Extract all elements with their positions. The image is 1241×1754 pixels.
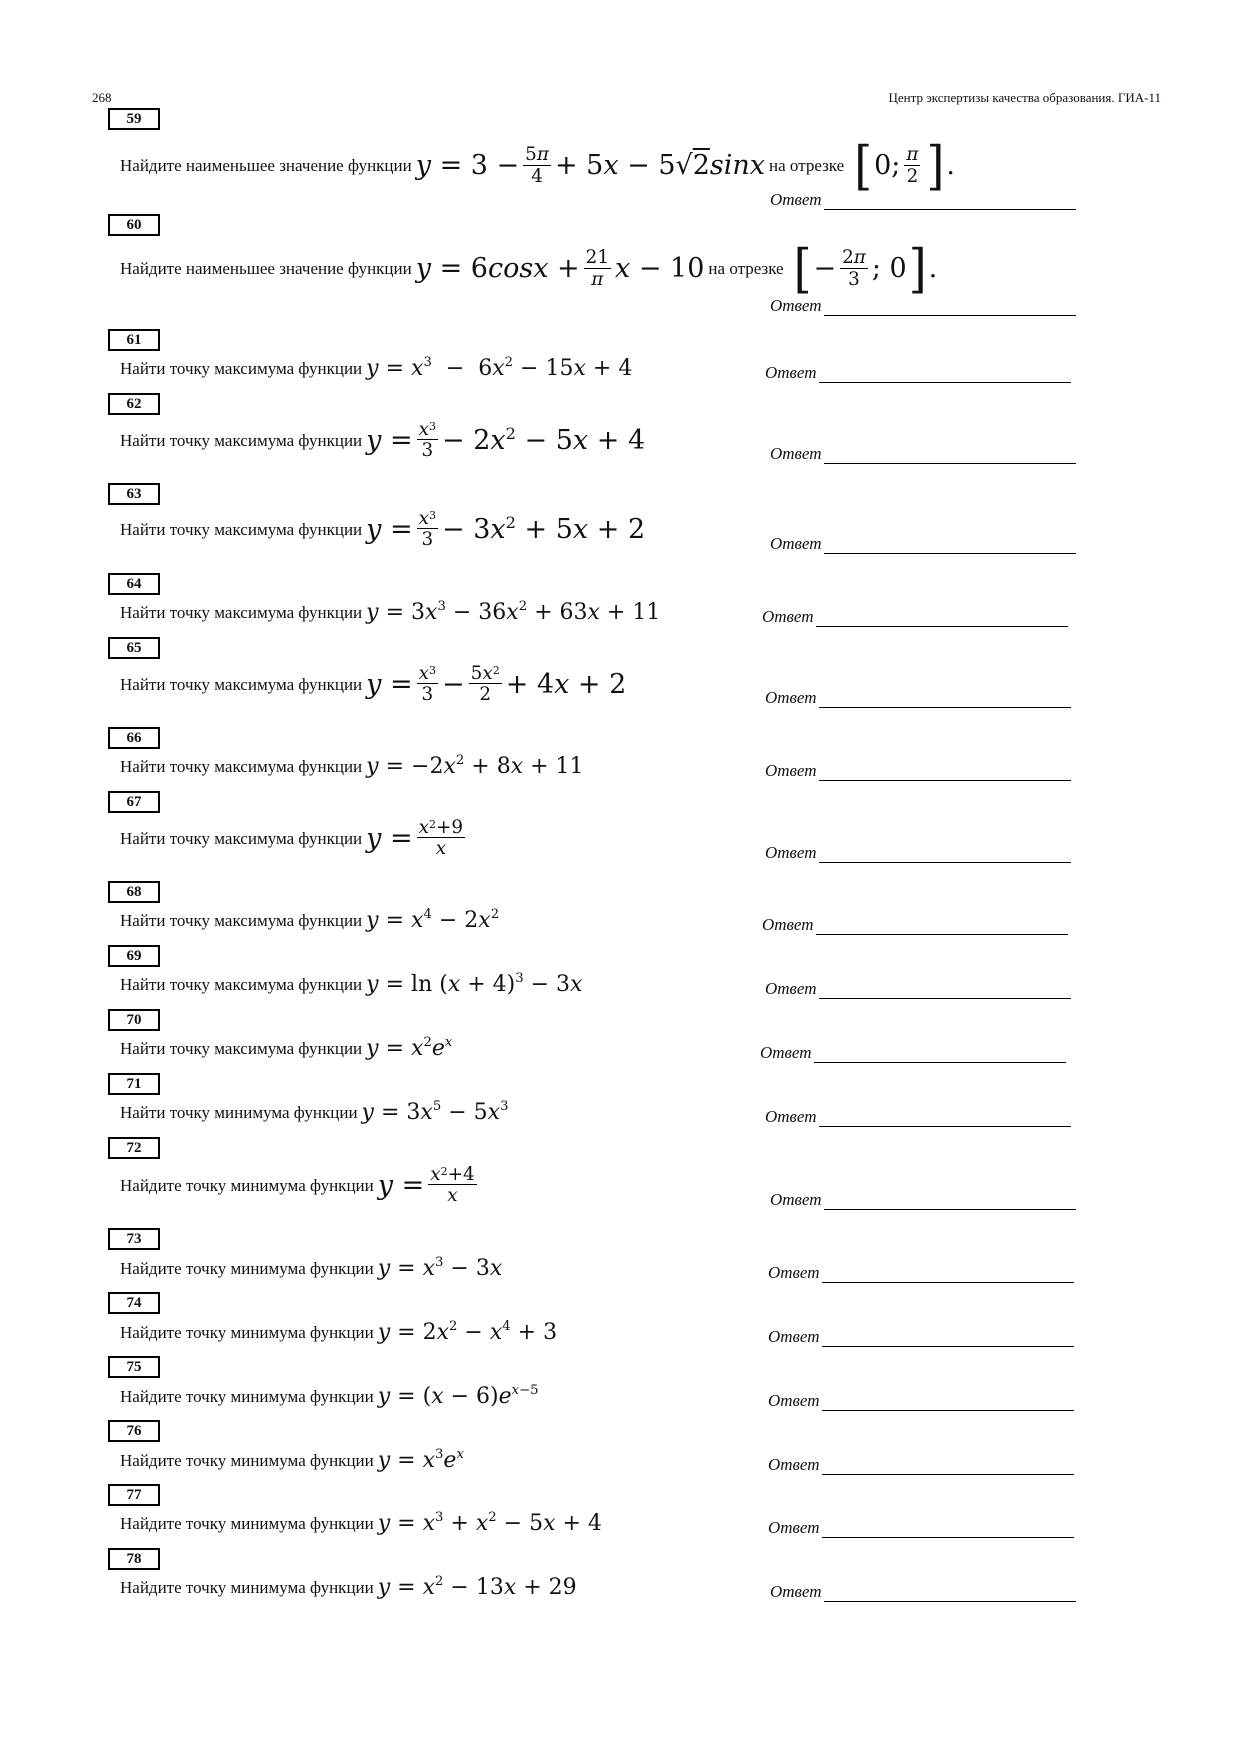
answer-label: Ответ bbox=[768, 1518, 820, 1537]
interval-text: на отрезке bbox=[708, 258, 784, 278]
task-number: 69 bbox=[108, 945, 160, 967]
task-prompt-text: Найдите точку минимума функции bbox=[120, 1577, 374, 1597]
task-prompt bbox=[120, 600, 660, 625]
task-prompt-text: Найти точку минимума функции bbox=[120, 1102, 358, 1122]
formula: y = x $^2$ e $^x$ bbox=[366, 1035, 453, 1061]
task-number: 77 bbox=[108, 1484, 160, 1506]
formula: y = $\frac{x^2+4}{x}$ bbox=[377, 1164, 475, 1207]
task-prompt bbox=[120, 1320, 557, 1345]
answer-label: Ответ bbox=[770, 534, 822, 553]
answer-field[interactable] bbox=[768, 1455, 1074, 1475]
task-prompt bbox=[120, 133, 955, 196]
task-number: 63 bbox=[108, 483, 160, 505]
answer-label: Ответ bbox=[770, 190, 822, 209]
task-number: 65 bbox=[108, 637, 160, 659]
task-prompt bbox=[120, 1256, 502, 1281]
task-number: 64 bbox=[108, 573, 160, 595]
formula: y = x $^3$ + x $^2$ − 5 x + 4 bbox=[377, 1510, 602, 1536]
answer-label: Ответ bbox=[770, 296, 822, 315]
formula: y = x $^3$ − 3 x bbox=[377, 1255, 503, 1281]
task-prompt-text: Найдите точку минимума функции bbox=[120, 1258, 374, 1278]
task-prompt-text: Найти точку максимума функции bbox=[120, 974, 363, 994]
formula: y = −2 x $^2$ + 8 x + 11 bbox=[366, 753, 584, 779]
formula: y = 3 − $\frac{5\pi}{4}$ + 5 x − 5√ 2 sinx bbox=[415, 144, 766, 187]
formula: y = x $^3$ − 6 x $^2$ − 15 x + 4 bbox=[366, 355, 633, 381]
task-number: 78 bbox=[108, 1548, 160, 1570]
answer-field[interactable] bbox=[762, 915, 1068, 935]
formula: y = 2 x $^2$ − x $^4$ + 3 bbox=[377, 1319, 558, 1345]
answer-field[interactable] bbox=[770, 1190, 1076, 1210]
answer-field[interactable] bbox=[768, 1391, 1074, 1411]
answer-label: Ответ bbox=[765, 843, 817, 862]
task-number: 67 bbox=[108, 791, 160, 813]
task-prompt bbox=[120, 1384, 539, 1409]
task-prompt bbox=[120, 1575, 577, 1600]
answer-label: Ответ bbox=[762, 607, 814, 626]
task-prompt bbox=[120, 1448, 464, 1473]
task-number: 59 bbox=[108, 108, 160, 130]
task-prompt bbox=[120, 420, 645, 461]
task-number: 72 bbox=[108, 1137, 160, 1159]
task-prompt bbox=[120, 908, 499, 933]
answer-field[interactable] bbox=[765, 363, 1071, 383]
answer-label: Ответ bbox=[768, 1455, 820, 1474]
interval-text: на отрезке bbox=[769, 155, 845, 175]
answer-field[interactable] bbox=[765, 843, 1071, 863]
task-number: 76 bbox=[108, 1420, 160, 1442]
answer-label: Ответ bbox=[765, 688, 817, 707]
formula: y = 3 x $^3$ − 36 x $^2$ + 63 x + 11 bbox=[366, 599, 661, 625]
answer-field[interactable] bbox=[765, 979, 1071, 999]
answer-field[interactable] bbox=[770, 190, 1076, 210]
interval: [ − $\frac{2\pi}{3}$ ; 0 ] . bbox=[793, 236, 938, 299]
answer-field[interactable] bbox=[768, 1263, 1074, 1283]
formula: y = $\frac{x^2+9}{x}$ bbox=[366, 817, 464, 860]
formula: y = x $^3$ e $^x$ bbox=[377, 1447, 464, 1473]
formula: y = $\frac{x^3}{3}$ − 2 x $^2$ − 5 x + 4 bbox=[366, 419, 646, 462]
task-prompt-text: Найдите точку минимума функции bbox=[120, 1175, 374, 1195]
task-prompt bbox=[120, 1036, 452, 1061]
task-prompt-text: Найти точку максимума функции bbox=[120, 602, 363, 622]
formula: y = x $^4$ − 2 x $^2$ bbox=[366, 907, 500, 933]
answer-label: Ответ bbox=[760, 1043, 812, 1062]
task-prompt bbox=[120, 1100, 508, 1125]
task-prompt bbox=[120, 236, 938, 299]
task-prompt bbox=[120, 1511, 602, 1536]
task-prompt-text: Найдите точку минимума функции bbox=[120, 1386, 374, 1406]
answer-field[interactable] bbox=[765, 688, 1071, 708]
answer-label: Ответ bbox=[768, 1263, 820, 1282]
answer-label: Ответ bbox=[770, 1582, 822, 1601]
answer-field[interactable] bbox=[765, 1107, 1071, 1127]
task-prompt bbox=[120, 356, 632, 381]
task-number: 71 bbox=[108, 1073, 160, 1095]
interval: [ 0; $\frac{\pi}{2}$ ] . bbox=[854, 133, 955, 196]
answer-field[interactable] bbox=[760, 1043, 1066, 1063]
task-number: 61 bbox=[108, 329, 160, 351]
answer-field[interactable] bbox=[768, 1327, 1074, 1347]
task-prompt-text: Найдите точку минимума функции bbox=[120, 1322, 374, 1342]
task-number: 68 bbox=[108, 881, 160, 903]
task-prompt bbox=[120, 754, 584, 779]
answer-label: Ответ bbox=[765, 363, 817, 382]
answer-label: Ответ bbox=[765, 979, 817, 998]
task-prompt bbox=[120, 818, 469, 859]
task-prompt-text: Найти точку максимума функции bbox=[120, 430, 363, 450]
formula: y = ln ( x + 4) $^3$ − 3 x bbox=[366, 971, 583, 997]
task-prompt-text: Найти точку максимума функции bbox=[120, 910, 363, 930]
task-prompt-text: Найти точку максимума функции bbox=[120, 674, 363, 694]
page-header-title: Центр экспертизы качества образования. ГИА-11 bbox=[888, 90, 1161, 105]
answer-field[interactable] bbox=[768, 1518, 1074, 1538]
task-prompt bbox=[120, 972, 582, 997]
task-number: 70 bbox=[108, 1009, 160, 1031]
task-number: 60 bbox=[108, 214, 160, 236]
task-prompt-text: Найдите наименьшее значение функции bbox=[120, 155, 412, 175]
task-number: 74 bbox=[108, 1292, 160, 1314]
task-number: 73 bbox=[108, 1228, 160, 1250]
answer-field[interactable] bbox=[770, 296, 1076, 316]
formula: y = $\frac{x^3}{3}$ − $\frac{5x^2}{2}$ + 4 x + 2 bbox=[366, 663, 627, 706]
task-prompt-text: Найдите точку минимума функции bbox=[120, 1450, 374, 1470]
answer-label: Ответ bbox=[765, 761, 817, 780]
formula: y = 3 x $^5$ − 5 x $^3$ bbox=[361, 1099, 509, 1125]
task-number: 62 bbox=[108, 393, 160, 415]
answer-label: Ответ bbox=[768, 1391, 820, 1410]
answer-field[interactable] bbox=[770, 1582, 1076, 1602]
answer-label: Ответ bbox=[762, 915, 814, 934]
formula: y = ( x − 6) e $^{x -5}$ bbox=[377, 1383, 539, 1409]
answer-field[interactable] bbox=[762, 607, 1068, 627]
task-prompt-text: Найдите наименьшее значение функции bbox=[120, 258, 412, 278]
task-prompt-text: Найти точку максимума функции bbox=[120, 1038, 363, 1058]
task-prompt bbox=[120, 664, 626, 705]
task-prompt-text: Найти точку максимума функции bbox=[120, 828, 363, 848]
formula: y = 6 cosx + $\frac{21}{\pi}$ x − 10 bbox=[415, 247, 705, 290]
task-number: 66 bbox=[108, 727, 160, 749]
task-prompt bbox=[120, 1165, 481, 1206]
formula: y = $\frac{x^3}{3}$ − 3 x $^2$ + 5 x + 2 bbox=[366, 508, 646, 551]
answer-label: Ответ bbox=[770, 1190, 822, 1209]
task-prompt bbox=[120, 509, 645, 550]
answer-label: Ответ bbox=[765, 1107, 817, 1126]
page-number: 268 bbox=[92, 90, 112, 105]
task-prompt-text: Найти точку максимума функции bbox=[120, 358, 363, 378]
task-prompt-text: Найдите точку минимума функции bbox=[120, 1513, 374, 1533]
task-prompt-text: Найти точку максимума функции bbox=[120, 519, 363, 539]
answer-field[interactable] bbox=[765, 761, 1071, 781]
task-number: 75 bbox=[108, 1356, 160, 1378]
answer-field[interactable] bbox=[770, 444, 1076, 464]
answer-field[interactable] bbox=[770, 534, 1076, 554]
answer-label: Ответ bbox=[770, 444, 822, 463]
task-prompt-text: Найти точку максимума функции bbox=[120, 756, 363, 776]
formula: y = x $^2$ − 13 x + 29 bbox=[377, 1574, 577, 1600]
answer-label: Ответ bbox=[768, 1327, 820, 1346]
